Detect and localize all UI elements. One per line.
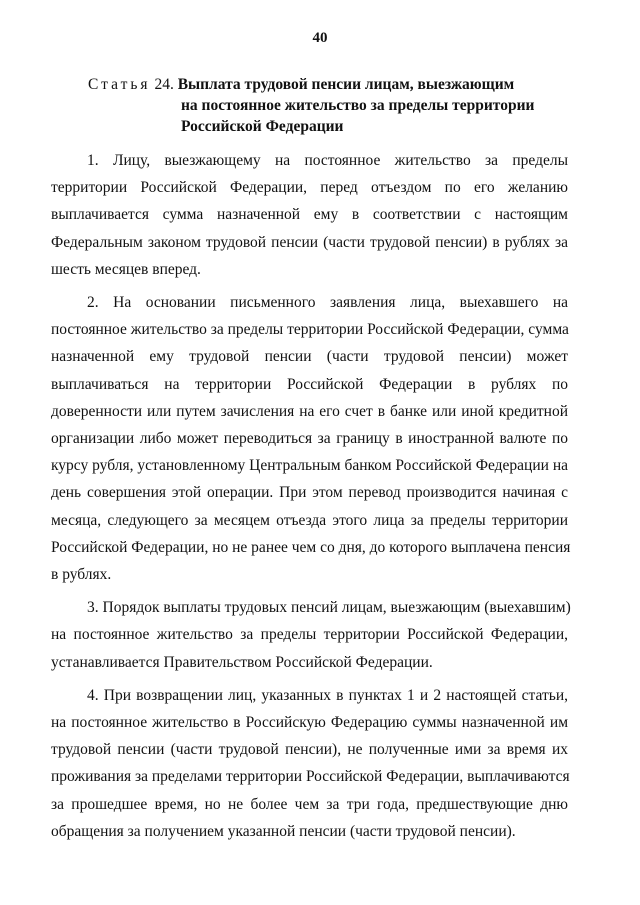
article-title-line: на постоянное жительство за пределы территории <box>181 97 535 114</box>
paragraph-line: организации либо может переводиться за границу в иностранной валюте по <box>51 430 568 448</box>
paragraph-line: месяца, следующего за месяцем отъезда этого лица за пределы территории <box>51 511 568 529</box>
paragraph-line: проживания за пределами территории Российской Федерации, выплачиваются <box>51 768 570 786</box>
paragraph-line: Российской Федерации, но не ранее чем со дня, до которого выплачена пенсия <box>51 538 571 556</box>
paragraph-line: за прошедшее время, но не более чем за три года, предшествующие дню <box>51 795 568 813</box>
paragraph-line: доверенности или путем зачисления на его счет в банке или иной кредитной <box>51 402 568 420</box>
paragraph-line: постоянное жительство за пределы территории Российской Федерации, сумма <box>51 321 569 339</box>
article-body <box>51 147 571 851</box>
article-heading-line-1 <box>88 74 558 95</box>
paragraph-line: курсу рубля, установленному Центральным банком Российской Федерации на <box>51 457 568 475</box>
article-number: 24. <box>154 76 174 93</box>
paragraph-4 <box>51 682 568 845</box>
paragraph-3 <box>51 594 571 676</box>
paragraph-2 <box>51 289 571 588</box>
paragraph-line: выплачиваться на территории Российской Федерации в рублях по <box>51 375 568 393</box>
paragraph-line: 3. Порядок выплаты трудовых пенсий лицам, выезжающим (выехавшим) <box>87 599 571 617</box>
article-title-line: Выплата трудовой пенсии лицам, выезжающим <box>177 76 515 93</box>
page-number: 40 <box>312 30 328 46</box>
paragraph-line: день совершения этой операции. При этом перевод производится начиная с <box>51 484 568 502</box>
article-title-line: Российской Федерации <box>181 118 344 135</box>
paragraph-line: 2. На основании письменного заявления лица, выехавшего на <box>87 294 568 312</box>
paragraph-line: обращения за получением указанной пенсии (части трудовой пенсии). <box>51 822 516 840</box>
article-heading <box>88 74 558 137</box>
paragraph-line: территории Российской Федерации, перед отъездом по его желанию <box>51 179 568 197</box>
paragraph-line: устанавливается Правительством Российской Федерации. <box>51 653 433 671</box>
paragraph-line: 4. При возвращении лиц, указанных в пунктах 1 и 2 настоящей статьи, <box>87 686 568 704</box>
paragraph-line: назначенной ему трудовой пенсии (части трудовой пенсии) может <box>51 348 568 366</box>
paragraph-line: трудовой пенсии (части трудовой пенсии), не полученные ими за время их <box>51 741 568 759</box>
paragraph-line: на постоянное жительство в Российскую Федерацию суммы назначенной им <box>51 714 568 732</box>
paragraph-line: Федеральным законом трудовой пенсии (части трудовой пенсии) в рублях за <box>51 233 568 251</box>
paragraph-line: выплачивается сумма назначенной ему в соответствии с настоящим <box>51 206 568 224</box>
article-label: Статья <box>88 76 151 93</box>
paragraph-line: на постоянное жительство за пределы территории Российской Федерации, <box>51 626 568 644</box>
paragraph-line: в рублях. <box>51 566 112 584</box>
paragraph-line: 1. Лицу, выезжающему на постоянное жительство за пределы <box>87 152 568 169</box>
paragraph-1 <box>51 147 568 283</box>
paragraph-line: шесть месяцев вперед. <box>51 260 201 278</box>
